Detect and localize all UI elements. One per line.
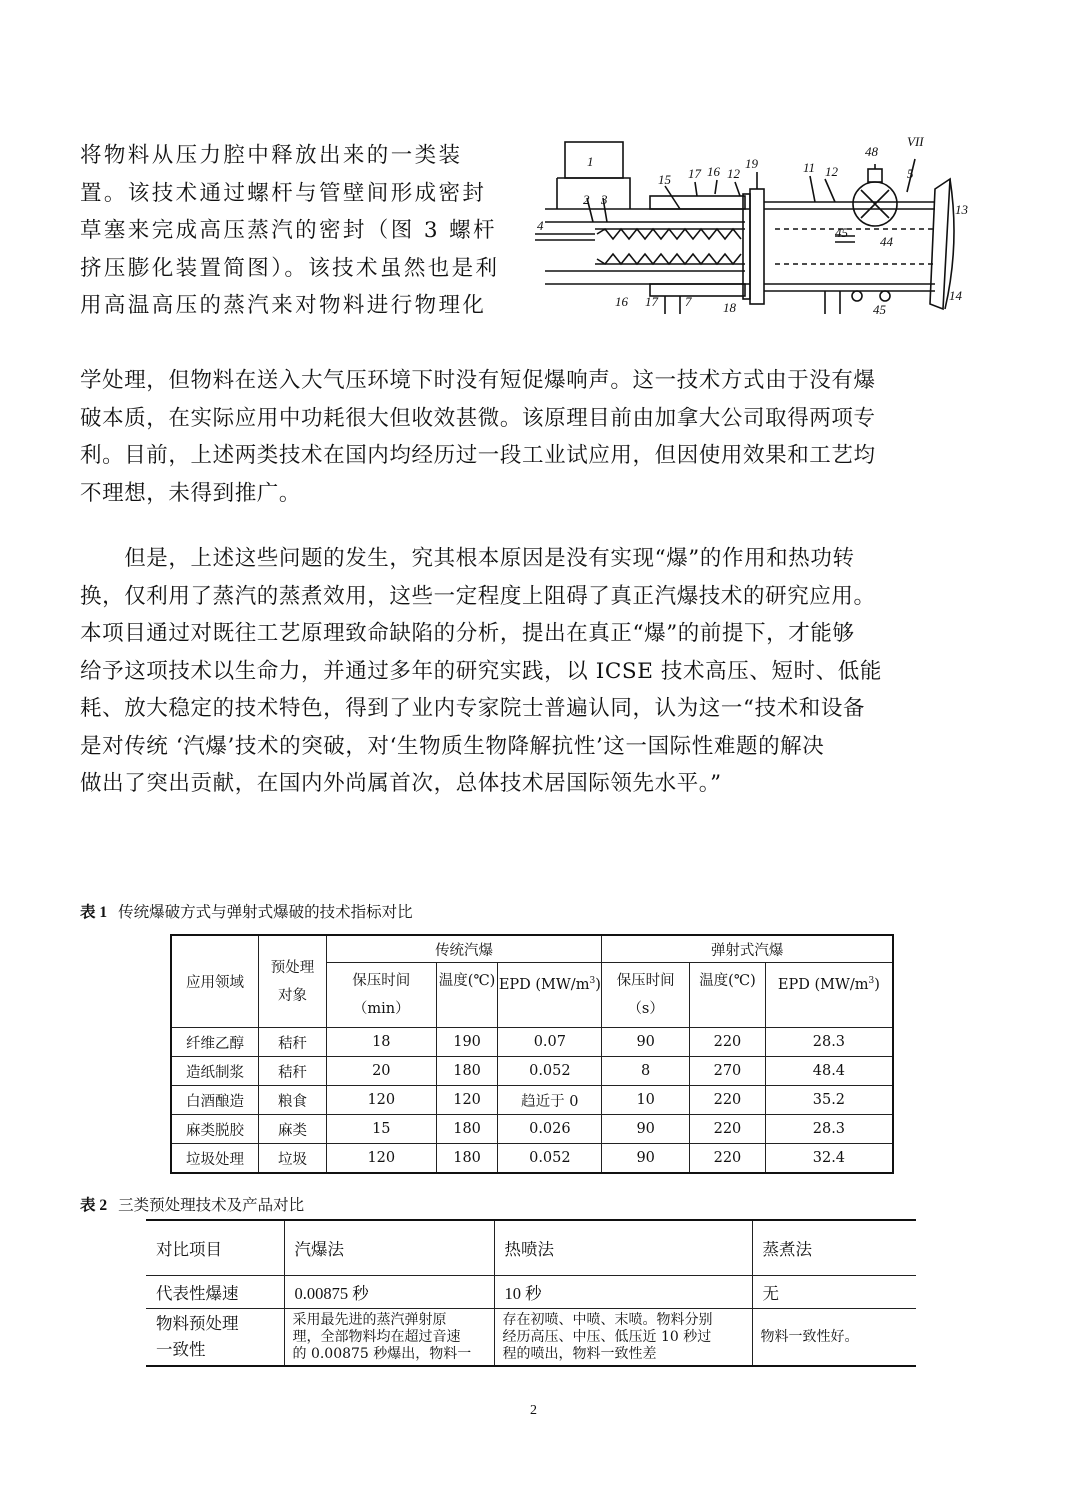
text-line: 不理想，未得到推广。 xyxy=(80,480,302,506)
cell-temp-2: 220 xyxy=(690,1028,766,1057)
cell-line: 物料预处理 xyxy=(156,1314,239,1333)
figure-label: 18 xyxy=(723,300,736,315)
cell-epd-2: 28.3 xyxy=(765,1028,893,1057)
cell-field: 垃圾处理 xyxy=(171,1144,259,1174)
cell-line: 一致性 xyxy=(156,1340,206,1359)
header-cooking: 蒸煮法 xyxy=(752,1220,916,1276)
cell-temp-1: 190 xyxy=(436,1028,498,1057)
figure-label: 14 xyxy=(949,288,962,303)
cell-time-2: 90 xyxy=(602,1028,690,1057)
table2-caption-number: 表 2 xyxy=(80,1197,108,1214)
figure-label: 3 xyxy=(601,192,608,207)
cell-time-2: 90 xyxy=(602,1144,690,1174)
cell-time-2: 8 xyxy=(602,1057,690,1086)
text-line: 做出了突出贡献，在国内外尚属首次，总体技术居国际领先水平。” xyxy=(80,771,722,796)
text-line: 将物料从压力腔中释放出来的一类装 xyxy=(80,143,463,168)
figure-label: 45 xyxy=(835,225,848,240)
cell-epd-1: 0.07 xyxy=(498,1028,602,1057)
header-field: 应用领域 xyxy=(171,935,259,1028)
text-line: 学处理，但物料在送入大气压环境下时没有短促爆响声。这一技术方式由于没有爆 xyxy=(80,368,876,393)
paragraph-1 xyxy=(80,362,990,512)
cell-time-1: 120 xyxy=(326,1086,436,1115)
figure-label: 4 xyxy=(537,218,544,233)
text-line: 用高温高压的蒸汽来对物料进行物理化 xyxy=(80,293,487,318)
cell-temp-2: 270 xyxy=(690,1057,766,1086)
text-line: 挤压膨化装置简图）。该技术虽然也是利 xyxy=(80,255,500,281)
text-line: 置。该技术通过螺杆与管壁间形成密封 xyxy=(80,180,487,206)
cell-temp-2: 220 xyxy=(690,1144,766,1174)
cell-field: 白酒酿造 xyxy=(171,1086,259,1115)
figure-label: 16 xyxy=(707,164,720,179)
paragraph-2 xyxy=(80,540,990,803)
cell-time-1: 120 xyxy=(326,1144,436,1174)
figure-label: 48 xyxy=(865,144,878,159)
header-item: 对比项目 xyxy=(146,1220,284,1276)
figure-label: 44 xyxy=(880,234,893,249)
text-line: 草塞来完成高压蒸汽的密封（图 3 螺杆 xyxy=(80,218,497,243)
cell-epd-2: 48.4 xyxy=(765,1057,893,1086)
figure-label: 16 xyxy=(615,294,628,309)
table-row xyxy=(171,1144,893,1174)
cell-line: 的 0.00875 秒爆出，物料一 xyxy=(292,1345,472,1362)
cell-epd-2: 32.4 xyxy=(765,1144,893,1174)
table2-caption-text: 三类预处理技术及产品对比 xyxy=(118,1196,305,1214)
cell-item xyxy=(146,1309,284,1367)
table-row xyxy=(171,1057,893,1086)
text-line: 是对传统 ‘汽爆’技术的突破，对‘生物质生物降解抗性’这一国际性难题的解决 xyxy=(80,733,825,759)
cell-object: 粮食 xyxy=(259,1086,327,1115)
cell-hot-spray: 10 秒 xyxy=(494,1276,752,1309)
table-row xyxy=(146,1309,916,1367)
header-steam-explosion: 汽爆法 xyxy=(284,1220,494,1276)
figure-label: 5 xyxy=(907,166,914,181)
text-line: 耗、放大稳定的技术特色，得到了业内专家院士普遍认同，认为这一“技术和设备 xyxy=(80,696,866,721)
comparison-table-1 xyxy=(170,934,894,1174)
figure-label: 13 xyxy=(955,202,968,217)
table-row xyxy=(171,1028,893,1057)
cell-hot-spray xyxy=(494,1309,752,1367)
superscript: 3 xyxy=(589,976,596,986)
cell-time-1: 18 xyxy=(326,1028,436,1057)
table1-caption xyxy=(80,902,413,923)
cell-field: 造纸制浆 xyxy=(171,1057,259,1086)
figure-label: 2 xyxy=(583,192,590,207)
table-row xyxy=(171,1115,893,1144)
cell-temp-1: 180 xyxy=(436,1115,498,1144)
header-hold-time-s-text: 保压时间（s） xyxy=(616,973,675,1017)
cell-field: 麻类脱胶 xyxy=(171,1115,259,1144)
cell-epd-2: 28.3 xyxy=(765,1115,893,1144)
figure-label: 19 xyxy=(745,156,758,171)
figure-label: 17 xyxy=(645,294,658,309)
cell-cooking: 无 xyxy=(752,1276,916,1309)
header-object xyxy=(259,935,327,1028)
cell-line: 经历高压、中压、低压近 10 秒过 xyxy=(502,1328,712,1345)
cell-time-2: 90 xyxy=(602,1115,690,1144)
text-line: 破本质，在实际应用中功耗很大但收效甚微。该原理目前由加拿大公司取得两项专 xyxy=(80,405,876,431)
cell-item: 代表性爆速 xyxy=(146,1276,284,1309)
cell-time-2: 10 xyxy=(602,1086,690,1115)
cell-time-1: 15 xyxy=(326,1115,436,1144)
header-hot-spray: 热喷法 xyxy=(494,1220,752,1276)
text-line: 本项目通过对既往工艺原理致命缺陷的分析，提出在真正“爆”的前提下，才能够 xyxy=(80,621,855,646)
screw-extruder-figure xyxy=(535,134,975,324)
table1-caption-number: 表 1 xyxy=(80,904,108,921)
table-row xyxy=(171,1086,893,1115)
figure-label: 17 xyxy=(688,166,701,181)
header-traditional: 传统汽爆 xyxy=(326,935,601,963)
table-header-row xyxy=(146,1220,916,1276)
cell-epd-1: 趋近于 0 xyxy=(498,1086,602,1115)
header-hold-time-min xyxy=(326,963,436,1028)
cell-line: 存在初喷、中喷、末喷。物料分别 xyxy=(502,1311,713,1328)
cell-temp-1: 120 xyxy=(436,1086,498,1115)
cell-steam-explosion: 0.00875 秒 xyxy=(284,1276,494,1309)
cell-temp-1: 180 xyxy=(436,1144,498,1174)
cell-epd-1: 0.026 xyxy=(498,1115,602,1144)
cell-epd-2: 35.2 xyxy=(765,1086,893,1115)
cell-temp-2: 220 xyxy=(690,1086,766,1115)
cell-cooking: 物料一致性好。 xyxy=(752,1309,916,1367)
text-line: 利。目前，上述两类技术在国内均经历过一段工业试应用，但因使用效果和工艺均 xyxy=(80,443,876,468)
page-number: 2 xyxy=(530,1403,537,1418)
cell-object: 秸秆 xyxy=(259,1028,327,1057)
figure-label: VII xyxy=(907,134,924,149)
cell-temp-2: 220 xyxy=(690,1115,766,1144)
cell-line: 程的喷出，物料一致性差 xyxy=(502,1345,657,1362)
text-line: 换，仅利用了蒸汽的蒸煮效用，这些一定程度上阻碍了真正汽爆技术的研究应用。 xyxy=(80,583,876,609)
cell-object: 秸秆 xyxy=(259,1057,327,1086)
intro-text-column xyxy=(80,137,525,325)
text-line: 给予这项技术以生命力，并通过多年的研究实践，以 ICSE 技术高压、短时、低能 xyxy=(80,658,882,684)
cell-epd-1: 0.052 xyxy=(498,1057,602,1086)
cell-object: 麻类 xyxy=(259,1115,327,1144)
header-epd-2: EPD $(MW/m^3)$ xyxy=(765,963,893,1028)
cell-line: 理，全部物料均在超过音速 xyxy=(292,1328,461,1345)
table-row xyxy=(146,1276,916,1309)
table1-caption-text: 传统爆破方式与弹射式爆破的技术指标对比 xyxy=(118,903,413,921)
header-epd-2-text: EPD (MW/m xyxy=(777,976,869,993)
cell-time-1: 20 xyxy=(326,1057,436,1086)
cell-temp-1: 180 xyxy=(436,1057,498,1086)
screw-extruder-drawing xyxy=(535,134,975,324)
header-temp-2: 温度(℃) xyxy=(690,963,766,1028)
figure-label: 45 xyxy=(873,302,886,317)
comparison-table-2 xyxy=(146,1219,916,1367)
figure-label: 12 xyxy=(727,166,740,181)
header-epd-1-text: EPD (MW/m xyxy=(498,976,590,993)
header-hold-time-s xyxy=(602,963,690,1028)
figure-label: 7 xyxy=(685,294,692,309)
table2-caption xyxy=(80,1195,304,1216)
header-object-text: 预处理对象 xyxy=(270,959,315,1004)
figure-label: 15 xyxy=(658,172,671,187)
header-ejection: 弹射式汽爆 xyxy=(602,935,893,963)
figure-label: 12 xyxy=(825,164,838,179)
header-temp-1: 温度(℃) xyxy=(436,963,498,1028)
cell-line: 采用最先进的蒸汽弹射原 xyxy=(292,1311,447,1328)
superscript: 3 xyxy=(868,976,875,986)
cell-steam-explosion xyxy=(284,1309,494,1367)
text-line: 但是，上述这些问题的发生，究其根本原因是没有实现“爆”的作用和热功转 xyxy=(80,546,855,571)
cell-field: 纤维乙醇 xyxy=(171,1028,259,1057)
figure-label: 11 xyxy=(803,160,816,175)
figure-label: 1 xyxy=(587,154,594,169)
cell-epd-1: 0.052 xyxy=(498,1144,602,1174)
header-epd-1: EPD $(MW/m^3)$ xyxy=(498,963,602,1028)
cell-object: 垃圾 xyxy=(259,1144,327,1174)
header-hold-time-min-text: 保压时间（min） xyxy=(352,973,411,1017)
